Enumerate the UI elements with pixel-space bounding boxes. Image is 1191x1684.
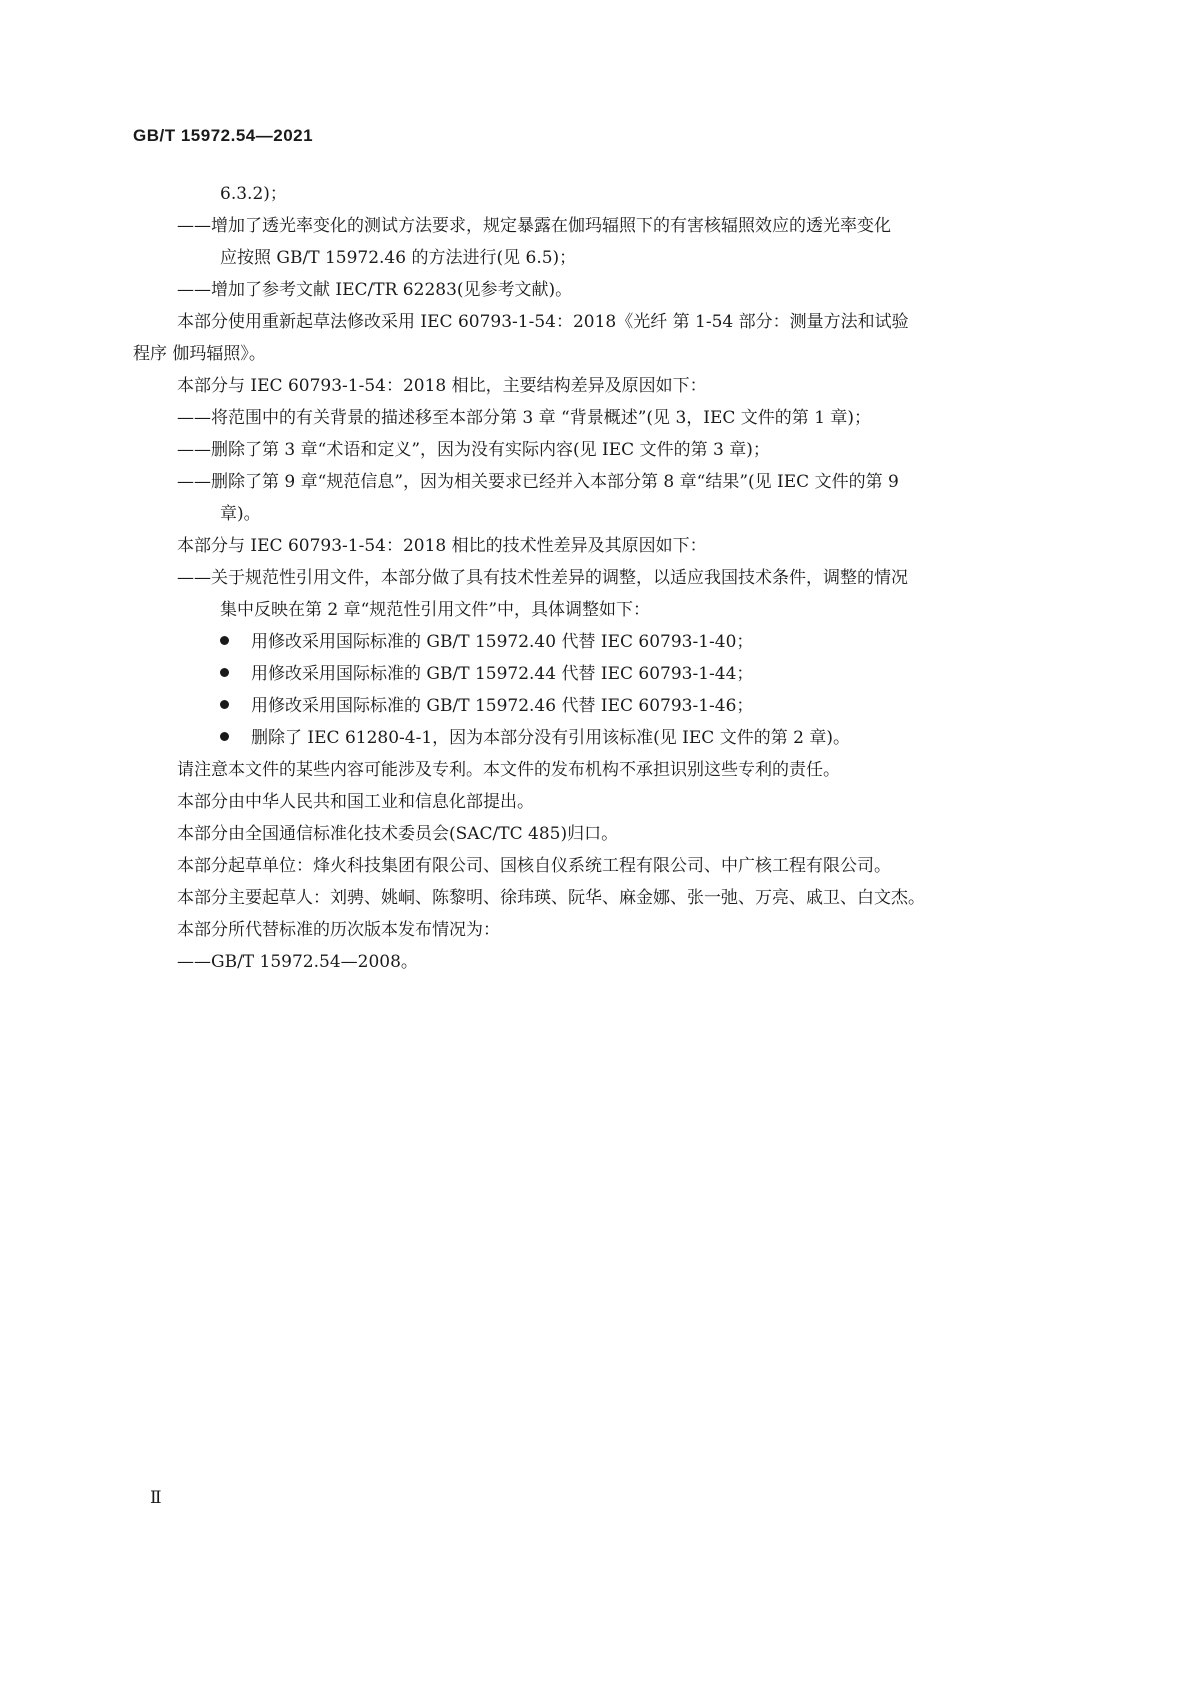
dash-item-normative-info-cont: 章)。 bbox=[220, 504, 261, 524]
bullet-icon bbox=[220, 636, 229, 645]
bullet-text: 用修改采用国际标准的 GB/T 15972.46 代替 IEC 60793-1-46； bbox=[251, 696, 754, 716]
list-item bbox=[177, 658, 1057, 690]
list-item bbox=[177, 690, 1057, 722]
technical-differences-intro: 本部分与 IEC 60793-1-54：2018 相比的技术性差异及其原因如下： bbox=[177, 536, 707, 556]
bullet-text: 用修改采用国际标准的 GB/T 15972.44 代替 IEC 60793-1-44； bbox=[251, 664, 754, 684]
list-item bbox=[177, 626, 1057, 658]
bullet-text: 用修改采用国际标准的 GB/T 15972.40 代替 IEC 60793-1-40； bbox=[251, 632, 754, 652]
list-item bbox=[177, 722, 1057, 754]
foreword-body bbox=[133, 178, 1057, 978]
dash-item-normative-refs-cont: 集中反映在第 2 章“规范性引用文件”中，具体调整如下： bbox=[220, 600, 651, 620]
patent-notice: 请注意本文件的某些内容可能涉及专利。本文件的发布机构不承担识别这些专利的责任。 bbox=[177, 760, 840, 780]
adoption-statement-line1: 本部分使用重新起草法修改采用 IEC 60793-1-54：2018《光纤 第 1-54 部分：测量方法和试验 bbox=[177, 312, 909, 332]
drafting-organizations: 本部分起草单位：烽火科技集团有限公司、国核自仪系统工程有限公司、中广核工程有限公司。 bbox=[177, 856, 891, 876]
dash-item-normative-refs-start: ——关于规范性引用文件，本部分做了具有技术性差异的调整，以适应我国技术条件，调整的情况 bbox=[177, 568, 908, 588]
bullet-icon bbox=[220, 668, 229, 677]
dash-item-normative-info-start: ——删除了第 9 章“规范信息”，因为相关要求已经并入本部分第 8 章“结果”(见 IEC 文件的第 9 bbox=[177, 472, 899, 492]
dash-item-bibliography: ——增加了参考文献 IEC/TR 62283(见参考文献)。 bbox=[177, 280, 573, 300]
previous-edition-item: ——GB/T 15972.54—2008。 bbox=[177, 952, 418, 972]
technical-committee-statement: 本部分由全国通信标准化技术委员会(SAC/TC 485)归口。 bbox=[177, 824, 619, 844]
document-code-header: GB/T 15972.54—2021 bbox=[133, 126, 314, 145]
page-number: Ⅱ bbox=[150, 1488, 162, 1508]
dash-item-transmittance-cont: 应按照 GB/T 15972.46 的方法进行(见 6.5)； bbox=[220, 248, 577, 268]
structural-differences-intro: 本部分与 IEC 60793-1-54：2018 相比，主要结构差异及原因如下： bbox=[177, 376, 707, 396]
bullet-icon bbox=[220, 700, 229, 709]
bullet-text: 删除了 IEC 61280-4-1，因为本部分没有引用该标准(见 IEC 文件的第 2 章)。 bbox=[251, 728, 850, 748]
adoption-statement-line2: 程序 伽玛辐照》。 bbox=[133, 344, 266, 364]
dash-item-terms-deleted: ——删除了第 3 章“术语和定义”，因为没有实际内容(见 IEC 文件的第 3 章)； bbox=[177, 440, 770, 460]
drafting-persons: 本部分主要起草人：刘骋、姚峒、陈黎明、徐玮瑛、阮华、麻金娜、张一弛、万亮、戚卫、白文杰。 bbox=[177, 888, 925, 908]
dash-item-scope-moved: ——将范围中的有关背景的描述移至本部分第 3 章 “背景概述”(见 3，IEC 文件的第 1 章)； bbox=[177, 408, 872, 428]
proposer-statement: 本部分由中华人民共和国工业和信息化部提出。 bbox=[177, 792, 534, 812]
bullet-icon bbox=[220, 732, 229, 741]
text-line-continuation: 6.3.2)； bbox=[220, 184, 287, 204]
previous-editions-intro: 本部分所代替标准的历次版本发布情况为： bbox=[177, 920, 500, 940]
dash-item-transmittance-start: ——增加了透光率变化的测试方法要求，规定暴露在伽玛辐照下的有害核辐照效应的透光率变化 bbox=[177, 216, 891, 236]
